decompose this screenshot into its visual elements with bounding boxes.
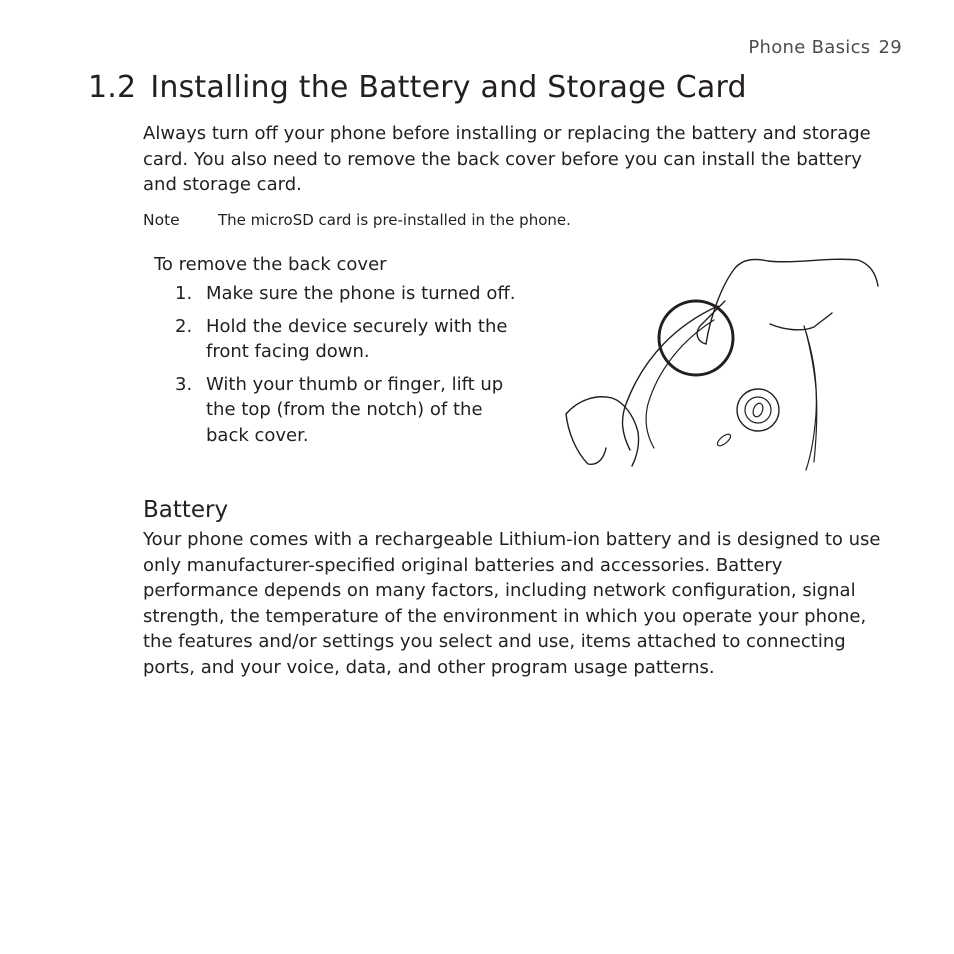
camera-lens-center xyxy=(751,402,764,418)
running-header xyxy=(748,37,902,58)
step-item xyxy=(175,281,530,307)
step-text: With your thumb or finger, lift up the top (from the notch) of the back cover. xyxy=(206,373,504,446)
page-number: 29 xyxy=(878,37,902,58)
section-number: 1.2 xyxy=(88,70,137,105)
step-item xyxy=(175,314,530,365)
step-number: 2. xyxy=(175,315,193,337)
camera-lens-inner xyxy=(745,397,771,423)
note-text: The microSD card is pre-installed in the phone. xyxy=(218,211,571,229)
step-text: Make sure the phone is turned off. xyxy=(206,283,516,304)
step-item xyxy=(175,372,530,449)
speaker-slot xyxy=(716,432,733,448)
procedure-title: To remove the back cover xyxy=(154,254,387,275)
camera-lens-outer xyxy=(737,389,779,431)
note-label: Note xyxy=(143,211,180,229)
procedure-steps xyxy=(175,281,530,455)
thumb-outline xyxy=(566,397,639,466)
section-title xyxy=(88,70,747,105)
battery-paragraph: Your phone comes with a rechargeable Lithium-ion battery and is designed to use only manufacturer-specified original batteries and accessories. Battery performance depends on many factors, including network configuration, signal strength, the temperature of the environment in which you operate your phone, the features and/or settings you select and use, items attached to connecting ports, and your voice, data, and other program usage patterns. xyxy=(143,529,881,678)
battery-heading: Battery xyxy=(143,497,229,523)
section-title-text: Installing the Battery and Storage Card xyxy=(150,70,747,105)
step-text: Hold the device securely with the front facing down. xyxy=(206,315,508,362)
thumb-nail xyxy=(566,414,606,464)
step-number: 3. xyxy=(175,373,193,395)
step-number: 1. xyxy=(175,283,193,304)
phone-inner-edge xyxy=(646,320,714,448)
remove-back-cover-illustration xyxy=(558,252,888,474)
note xyxy=(143,211,571,229)
chapter-name: Phone Basics xyxy=(748,37,871,58)
finger-knuckle xyxy=(770,313,832,330)
intro-paragraph: Always turn off your phone before installing or replacing the battery and storage card. You also need to remove the back cover before you can install the battery and storage card. xyxy=(143,123,871,195)
